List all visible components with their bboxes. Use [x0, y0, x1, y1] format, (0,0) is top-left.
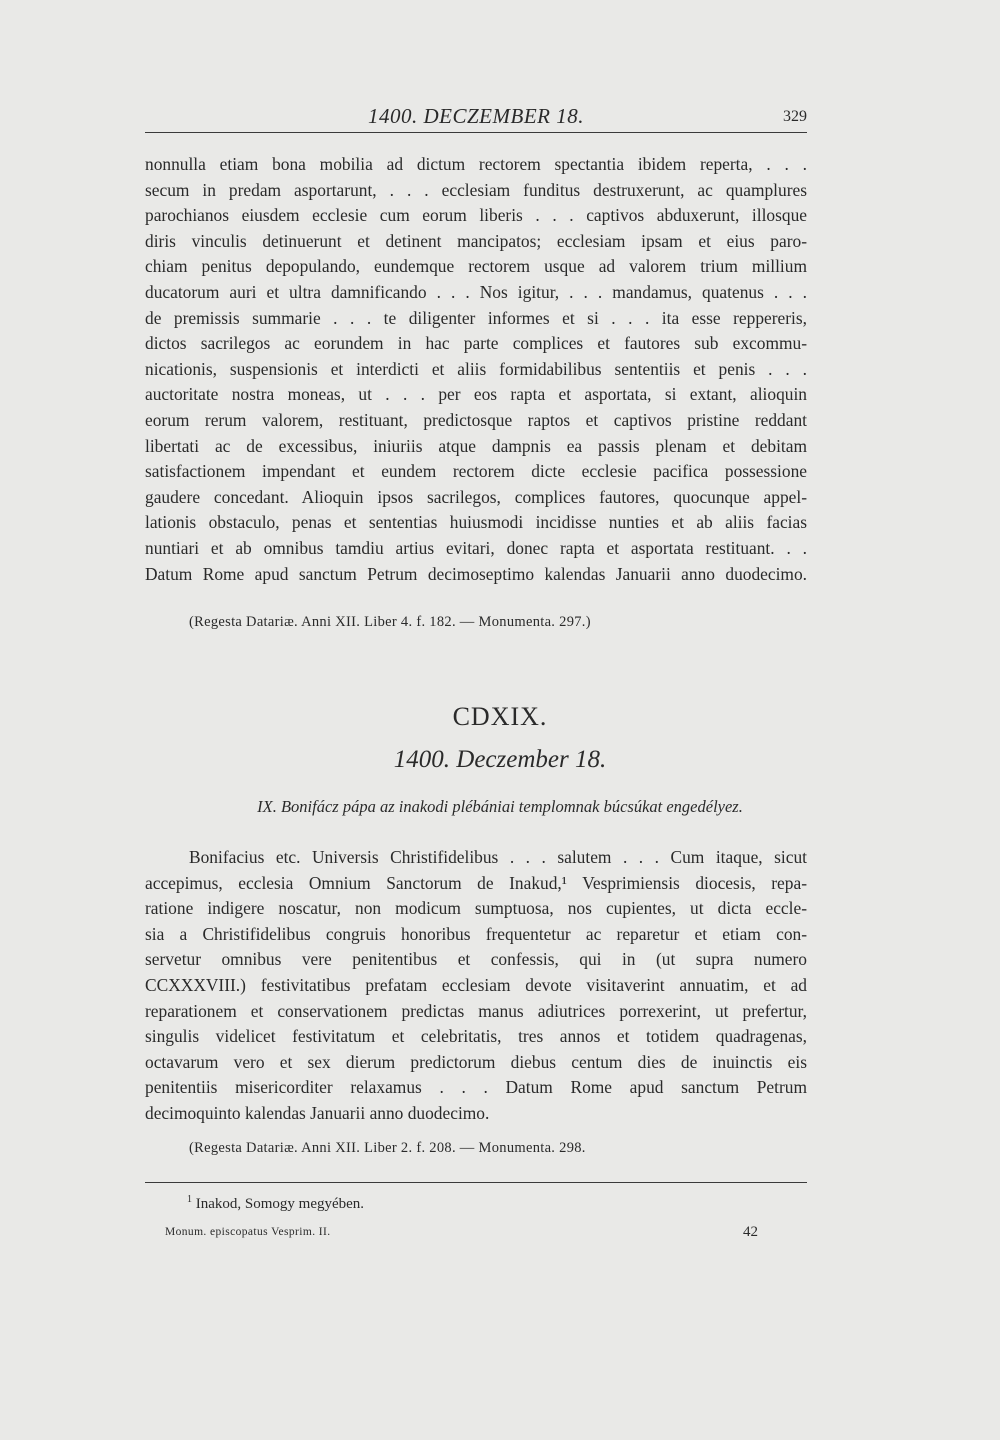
text-line: parochianos eiusdem ecclesie cum eorum liberis . . . captivos abduxerunt, illosque	[145, 205, 807, 226]
header-rule	[145, 132, 807, 133]
signature-line: Monum. episcopatus Vesprim. II.	[165, 1226, 331, 1238]
text-line: ratione indigere noscatur, non modicum sumptuosa, nos cupientes, ut dicta eccle-	[145, 898, 807, 919]
text-line: nicationis, suspensionis et interdicti et aliis formidabilibus sententiis et penis . . .	[145, 358, 807, 379]
running-head	[145, 104, 807, 130]
text-line: libertati ac de excessibus, iniuriis atque dampnis ea passis plenam et debitam	[145, 435, 807, 456]
text-line: octavarum vero et sex dierum predictorum diebus centum dies de inuinctis eis	[145, 1051, 807, 1072]
text-line: nonnulla etiam bona mobilia ad dictum rectorem spectantia ibidem reperta, . . .	[145, 154, 807, 174]
text-line: accepimus, ecclesia Omnium Sanctorum de Inakud,¹ Vesprimiensis diocesis, repa-	[145, 872, 807, 893]
running-head-title: 1400. DECZEMBER 18.	[368, 104, 584, 128]
previous-document-text	[145, 152, 807, 587]
text-line: de premissis summarie . . . te diligenter informes et si . . . ita esse reppereris,	[145, 307, 807, 328]
text-line: CCXXXVIII.) festivitatibus prefatam ecclesiam devote visitaverint annuatim, et ad	[145, 974, 807, 995]
text-line: dictos sacrilegos ac eorundem in hac parte complices et fautores sub excommu-	[145, 333, 807, 354]
document-summary: IX. Bonifácz pápa az inakodi plébániai templomnak búcsúkat engedélyez.	[257, 797, 743, 816]
text-line: auctoritate nostra moneas, ut . . . per eos rapta et asportata, si extant, alioquin	[145, 384, 807, 405]
sheet-number: 42	[743, 1224, 758, 1240]
text-line: sia a Christifidelibus congruis honoribus frequentetur ac reparetur et etiam con-	[145, 923, 807, 944]
footnote-marker: 1	[187, 1194, 192, 1205]
document-text	[145, 845, 807, 1127]
document-date: 1400. Deczember 18.	[393, 746, 607, 773]
text-line: diris vinculis detinuerunt et detinent mancipatos; ecclesiam ipsam et eius paro-	[145, 230, 807, 251]
text-line: reparationem et conservationem predictas manus adiutrices porrexerint, ut prefertur,	[145, 1000, 807, 1021]
text-line: servetur omnibus vere penitentibus et confessis, qui in (ut supra numero	[145, 949, 807, 970]
footnote-text: Inakod, Somogy megyében.	[195, 1196, 365, 1212]
text-line: Datum Rome apud sanctum Petrum decimoseptimo kalendas Januarii anno duodecimo.	[145, 563, 807, 584]
text-line: nuntiari et ab omnibus tamdiu artius evitari, donec rapta et asportata restituant. . .	[145, 537, 807, 558]
text-line: decimoquinto kalendas Januarii anno duodecimo.	[145, 1102, 490, 1123]
text-line: eorum rerum valorem, restituant, predictosque raptos et captivos pristine reddant	[145, 409, 807, 430]
text-line: chiam penitus depopulando, eundemque rectorem usque ad valorem trium millium	[145, 256, 807, 277]
text-line: gaudere concedant. Alioquin ipsos sacrilegos, complices fautores, quocunque appel-	[145, 486, 807, 507]
source-citation: (Regesta Datariæ. Anni XII. Liber 2. f. 208. — Monumenta. 298.	[189, 1140, 586, 1156]
footnote	[187, 1196, 364, 1213]
text-line: ducatorum auri et ultra damnificando . . . Nos igitur, . . . mandamus, quatenus . . .	[145, 281, 807, 302]
text-line: penitentiis misericorditer relaxamus . . . Datum Rome apud sanctum Petrum	[145, 1077, 807, 1098]
footnote-rule	[145, 1182, 807, 1183]
text-line: singulis videlicet festivitatum et celebritatis, tres annos et totidem quadragenas,	[145, 1026, 807, 1047]
text-line: secum in predam asportarunt, . . . ecclesiam funditus destruxerunt, ac quamplures	[145, 179, 807, 200]
text-line: lationis obstaculo, penas et sententias huiusmodi incidisse nunties et ab aliis facias	[145, 512, 807, 533]
text-line: Bonifacius etc. Universis Christifidelibus . . . salutem . . . Cum itaque, sicut	[189, 847, 807, 867]
document-number: CDXIX.	[452, 702, 548, 731]
source-citation: (Regesta Datariæ. Anni XII. Liber 4. f. 182. — Monumenta. 297.)	[189, 614, 591, 630]
text-line: satisfactionem impendant et eundem rectorem dicte ecclesie pacifica possessione	[145, 461, 807, 482]
page-number: 329	[783, 108, 807, 125]
